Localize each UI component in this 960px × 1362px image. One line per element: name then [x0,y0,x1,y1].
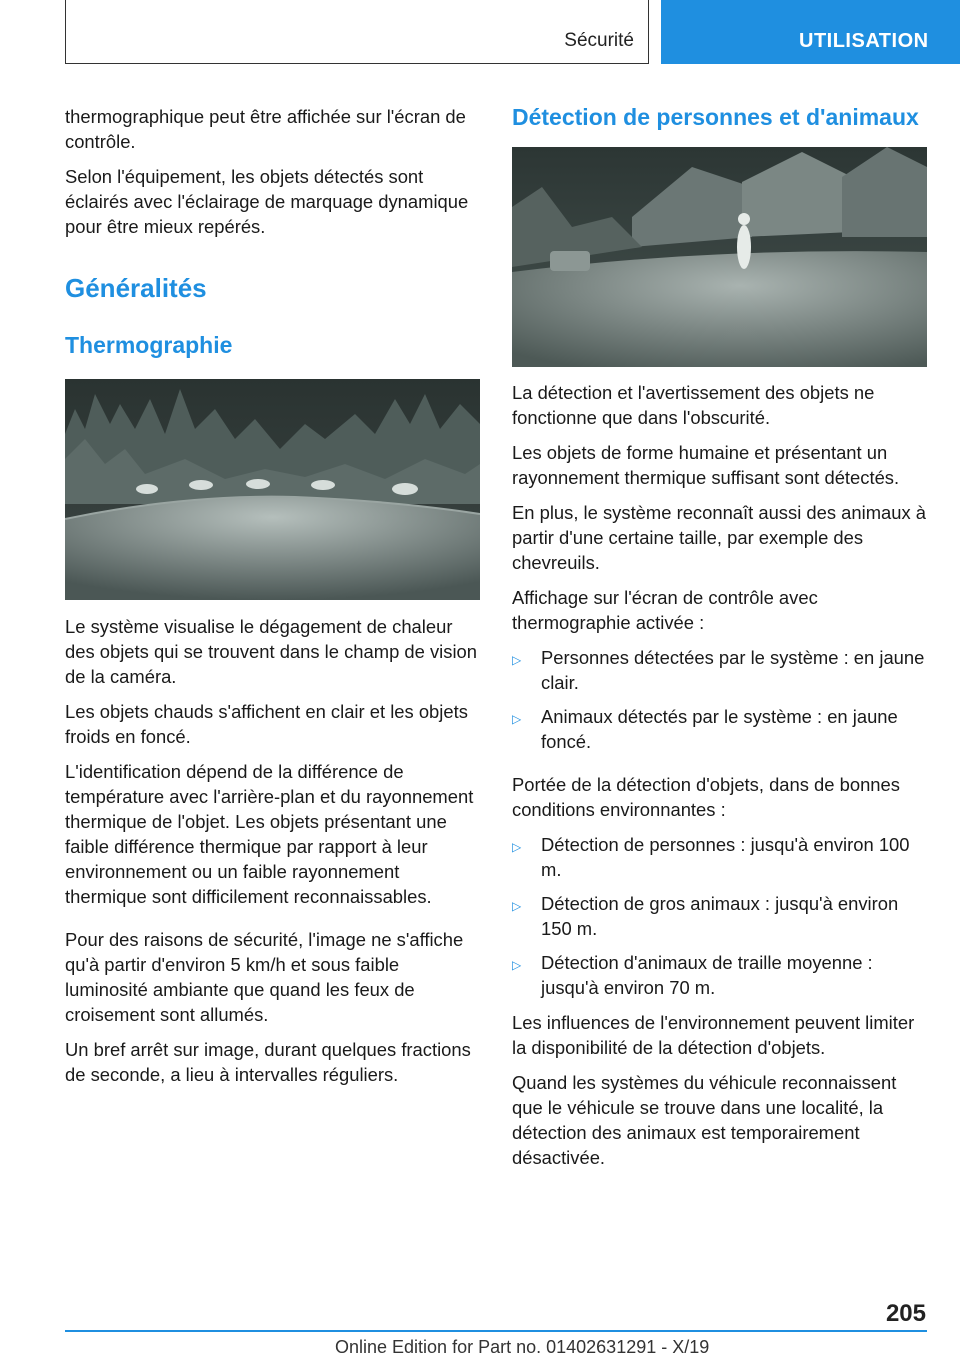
paragraph: thermographique peut être affichée sur l'écran de contrôle. [65,106,466,152]
left-column [65,104,481,1097]
thermography-animals-image [65,379,480,600]
triangle-bullet-icon: ▷ [512,653,522,667]
paragraph: Le système visualise le dégagement de chaleur des objets qui se trouvent dans le champ de vision de la caméra. [65,616,477,687]
range-list [512,832,928,1000]
header-chapter-title: UTILISATION [799,30,929,52]
thermography-person-image [512,147,927,367]
header-section-title: Sécurité [564,30,634,51]
paragraph: Portée de la détection d'objets, dans de bonnes conditions environnantes : [512,774,900,820]
list-item: ▷ Détection d'animaux de traille moyenne : jusqu'à environ 70 m. [512,952,873,998]
triangle-bullet-icon: ▷ [512,958,522,972]
triangle-bullet-icon: ▷ [512,899,522,913]
paragraph: L'identification dépend de la différence de température avec l'arrière-plan et du rayonnement thermique de l'objet. Les objets présentant une faible différence thermique par rapport à leur environnement ou un faible rayonnement thermique sont difficilement reconnaissables. [65,761,474,907]
paragraph: Selon l'équipement, les objets détectés sont éclairés avec l'éclairage de marquage dynamique pour être mieux repérés. [65,166,469,237]
header-chapter-tab [661,0,960,64]
triangle-bullet-icon: ▷ [512,712,522,726]
page-number: 205 [885,1300,926,1327]
list-item: ▷ Personnes détectées par le système : en jaune clair. [512,647,925,693]
paragraph: En plus, le système reconnaît aussi des animaux à partir d'une certaine taille, par exemple des chevreuils. [512,502,927,573]
paragraph: Un bref arrêt sur image, durant quelques fractions de seconde, a lieu à intervalles réguliers. [65,1039,471,1085]
paragraph: Les objets de forme humaine et présentant un rayonnement thermique suffisant sont détectés. [512,442,900,488]
edition-text: Online Edition for Part no. 01402631291 - X/19 [335,1337,710,1357]
list-item: ▷ Détection de personnes : jusqu'à environ 100 m. [512,834,910,880]
list-item: ▷ Détection de gros animaux : jusqu'à environ 150 m. [512,893,899,939]
paragraph: Les objets chauds s'affichent en clair et les objets froids en foncé. [65,701,468,747]
right-column [512,104,928,1180]
paragraph: Pour des raisons de sécurité, l'image ne s'affiche qu'à partir d'environ 5 km/h et sous faible luminosité ambiante que quand les feux de croisement sont allumés. [65,929,464,1025]
footer-divider [65,1330,927,1332]
paragraph: Les influences de l'environnement peuvent limiter la disponibilité de la détection d'objets. [512,1012,915,1058]
heading-detection: Détection de personnes et d'animaux [512,104,919,130]
triangle-bullet-icon: ▷ [512,840,522,854]
paragraph: Affichage sur l'écran de contrôle avec thermographie activée : [512,587,818,633]
heading-general: Généralités [65,273,207,303]
paragraph: Quand les systèmes du véhicule reconnaissent que le véhicule se trouve dans une localité, la détection des animaux est temporairement désactivée. [512,1072,897,1168]
display-colors-list [512,645,928,754]
heading-thermography: Thermographie [65,332,233,358]
paragraph: La détection et l'avertissement des objets ne fonctionne que dans l'obscurité. [512,382,875,428]
header-section-box [65,0,649,64]
list-item: ▷ Animaux détectés par le système : en jaune foncé. [512,706,898,752]
